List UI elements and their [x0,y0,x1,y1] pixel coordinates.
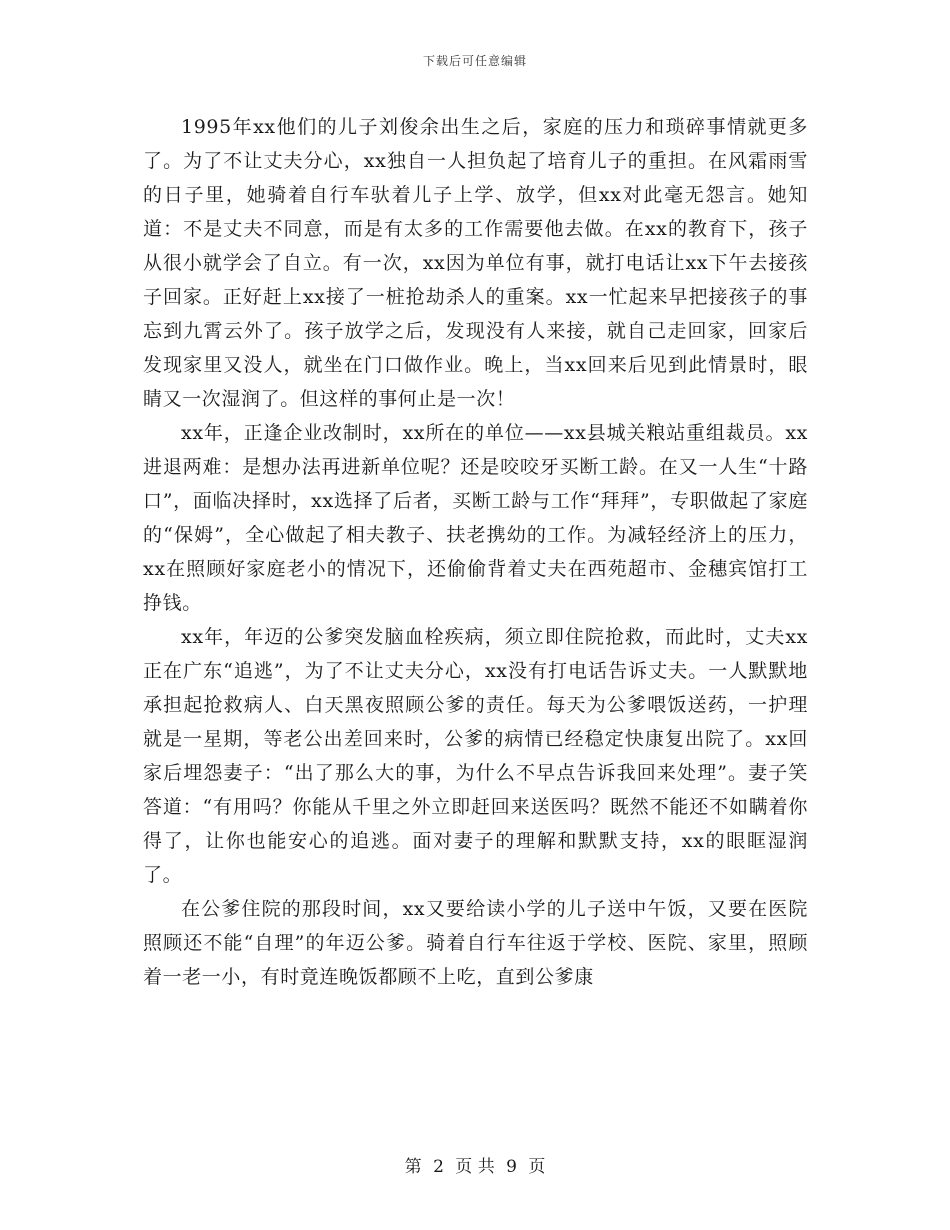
footer-page-number: 2 [433,1157,444,1177]
page-footer [0,1152,950,1177]
footer-middle: 页 共 [455,1157,495,1177]
paragraph-2: xx年，正逢企业改制时，xx所在的单位——xx县城关粮站重组裁员。xx进退两难：是想办法再进新单位呢？还是咬咬牙买断工龄。在又一人生“十路口”，面临决择时，xx选择了后者，买断工龄与工作“拜拜”，专职做起了家庭的“保姆”，全心做起了相夫教子、扶老携幼的工作。为减轻经济上的压力，xx在照顾好家庭老小的情况下，还偷偷背着丈夫在西苑超市、金穗宾馆打工挣钱。 [143,422,808,614]
footer-total-pages: 9 [506,1157,517,1177]
footer-suffix: 页 [528,1157,546,1177]
paragraph-4: 在公爹住院的那段时间，xx又要给读小学的儿子送中午饭，又要在医院照顾还不能“自理”的年迈公爹。骑着自行车往返于学校、医院、家里，照顾着一老一小，有时竟连晚饭都顾不上吃，直到公爹康 [143,898,808,988]
paragraph-1: 1995年xx他们的儿子刘俊余出生之后，家庭的压力和琐碎事情就更多了。为了不让丈夫分心，xx独自一人担负起了培育儿子的重担。在风霜雨雪的日子里，她骑着自行车驮着儿子上学、放学，但xx对此毫无怨言。她知道：不是丈夫不同意，而是有太多的工作需要他去做。在xx的教育下，孩子从很小就学会了自立。有一次，xx因为单位有事，就打电话让xx下午去接孩子回家。正好赶上xx接了一桩抢劫杀人的重案。xx一忙起来早把接孩子的事忘到九霄云外了。孩子放学之后，发现没有人来接，就自己走回家，回家后发现家里又没人，就坐在门口做作业。晚上，当xx回来后见到此情景时，眼睛又一次湿润了。但这样的事何止是一次！ [143,116,808,410]
paragraph-3: xx年，年迈的公爹突发脑血栓疾病，须立即住院抢救，而此时，丈夫xx正在广东“追逃”，为了不让丈夫分心，xx没有打电话告诉丈夫。一人默默地承担起抢救病人、白天黑夜照顾公爹的责任。每天为公爹喂饭送药，一护理就是一星期，等老公出差回来时，公爹的病情已经稳定快康复出院了。xx回家后埋怨妻子：“出了那么大的事，为什么不早点告诉我回来处理”。妻子笑答道：“有用吗？你能从千里之外立即赶回来送医吗？既然不能还不如瞒着你得了，让你也能安心的追逃。面对妻子的理解和默默支持，xx的眼眶湿润了。 [143,626,808,886]
page-header-note: 下载后可任意编辑 [422,54,527,68]
document-body [143,110,808,994]
footer-prefix: 第 [404,1157,422,1177]
